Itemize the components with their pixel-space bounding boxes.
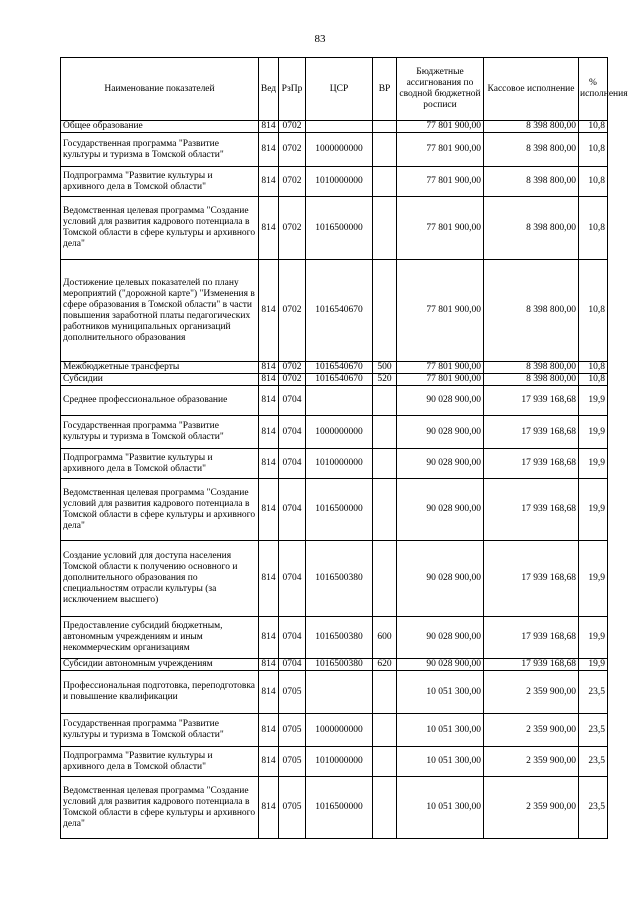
row-ved: 814 bbox=[259, 449, 279, 479]
row-cash: 8 398 800,00 bbox=[484, 260, 579, 362]
header-rzpr: РзПр bbox=[279, 58, 306, 121]
table-row bbox=[61, 374, 608, 386]
row-rzpr: 0702 bbox=[279, 374, 306, 386]
row-percent: 19,9 bbox=[579, 617, 608, 659]
row-cash: 8 398 800,00 bbox=[484, 167, 579, 197]
row-csr: 1010000000 bbox=[306, 167, 373, 197]
row-ved: 814 bbox=[259, 617, 279, 659]
row-assignments: 90 028 900,00 bbox=[397, 659, 484, 671]
row-name: Субсидии автономным учреждениям bbox=[61, 659, 259, 671]
table-row bbox=[61, 479, 608, 541]
row-cash: 2 359 900,00 bbox=[484, 747, 579, 777]
row-cash: 17 939 168,68 bbox=[484, 479, 579, 541]
row-name: Ведомственная целевая программа "Создание условий для развития кадрового потенциала в Томской области в сфере культуры и архивного дела" bbox=[61, 777, 259, 839]
header-cash-execution: Кассовое исполнение bbox=[484, 58, 579, 121]
header-ved: Вед bbox=[259, 58, 279, 121]
row-assignments: 77 801 900,00 bbox=[397, 133, 484, 167]
row-assignments: 77 801 900,00 bbox=[397, 167, 484, 197]
row-rzpr: 0702 bbox=[279, 197, 306, 260]
row-name: Общее образование bbox=[61, 121, 259, 133]
row-csr: 1016500000 bbox=[306, 197, 373, 260]
row-assignments: 90 028 900,00 bbox=[397, 617, 484, 659]
row-csr: 1016500380 bbox=[306, 659, 373, 671]
row-assignments: 77 801 900,00 bbox=[397, 121, 484, 133]
row-ved: 814 bbox=[259, 777, 279, 839]
row-csr: 1000000000 bbox=[306, 714, 373, 747]
row-name: Государственная программа "Развитие культуры и туризма в Томской области" bbox=[61, 416, 259, 449]
row-name: Ведомственная целевая программа "Создание условий для развития кадрового потенциала в Томской области в сфере культуры и архивного дела" bbox=[61, 479, 259, 541]
row-percent: 19,9 bbox=[579, 659, 608, 671]
row-cash: 2 359 900,00 bbox=[484, 777, 579, 839]
row-cash: 17 939 168,68 bbox=[484, 449, 579, 479]
row-percent: 10,8 bbox=[579, 121, 608, 133]
header-assignments: Бюджетные ассигнования по сводной бюджетной росписи bbox=[397, 58, 484, 121]
row-ved: 814 bbox=[259, 374, 279, 386]
row-percent: 10,8 bbox=[579, 197, 608, 260]
row-vr bbox=[373, 479, 397, 541]
row-percent: 23,5 bbox=[579, 671, 608, 714]
row-assignments: 90 028 900,00 bbox=[397, 541, 484, 617]
table-row bbox=[61, 449, 608, 479]
row-assignments: 10 051 300,00 bbox=[397, 714, 484, 747]
table-row bbox=[61, 777, 608, 839]
table-row bbox=[61, 362, 608, 374]
row-vr bbox=[373, 121, 397, 133]
row-vr bbox=[373, 416, 397, 449]
row-csr: 1016500000 bbox=[306, 479, 373, 541]
header-vr: ВР bbox=[373, 58, 397, 121]
row-name: Подпрограмма "Развитие культуры и архивного дела в Томской области" bbox=[61, 747, 259, 777]
row-percent: 10,8 bbox=[579, 260, 608, 362]
row-rzpr: 0702 bbox=[279, 121, 306, 133]
row-assignments: 90 028 900,00 bbox=[397, 386, 484, 416]
row-percent: 23,5 bbox=[579, 747, 608, 777]
row-assignments: 77 801 900,00 bbox=[397, 260, 484, 362]
row-rzpr: 0705 bbox=[279, 777, 306, 839]
row-assignments: 10 051 300,00 bbox=[397, 671, 484, 714]
row-vr bbox=[373, 714, 397, 747]
header-percent: % исполнения bbox=[579, 58, 608, 121]
row-csr: 1016500000 bbox=[306, 777, 373, 839]
row-assignments: 10 051 300,00 bbox=[397, 777, 484, 839]
row-percent: 23,5 bbox=[579, 777, 608, 839]
row-csr: 1016540670 bbox=[306, 374, 373, 386]
row-cash: 8 398 800,00 bbox=[484, 362, 579, 374]
row-csr: 1010000000 bbox=[306, 747, 373, 777]
row-csr: 1016540670 bbox=[306, 260, 373, 362]
table-row bbox=[61, 714, 608, 747]
row-ved: 814 bbox=[259, 167, 279, 197]
row-csr: 1016500380 bbox=[306, 617, 373, 659]
table-row bbox=[61, 617, 608, 659]
row-name: Профессиональная подготовка, переподготовка и повышение квалификации bbox=[61, 671, 259, 714]
row-rzpr: 0704 bbox=[279, 541, 306, 617]
table-row bbox=[61, 260, 608, 362]
table-row bbox=[61, 121, 608, 133]
row-assignments: 10 051 300,00 bbox=[397, 747, 484, 777]
row-ved: 814 bbox=[259, 260, 279, 362]
row-csr bbox=[306, 386, 373, 416]
row-cash: 2 359 900,00 bbox=[484, 714, 579, 747]
row-vr bbox=[373, 449, 397, 479]
row-rzpr: 0704 bbox=[279, 617, 306, 659]
table-row bbox=[61, 167, 608, 197]
row-percent: 19,9 bbox=[579, 449, 608, 479]
row-rzpr: 0702 bbox=[279, 362, 306, 374]
row-name: Достижение целевых показателей по плану мероприятий ("дорожной карте") "Изменения в сфере образования в Томской области" в части повышения заработной платы педагогических работников муниципальных организаций дополнительного образования bbox=[61, 260, 259, 362]
row-cash: 17 939 168,68 bbox=[484, 617, 579, 659]
row-vr bbox=[373, 777, 397, 839]
row-ved: 814 bbox=[259, 362, 279, 374]
table-row bbox=[61, 659, 608, 671]
page-number: 83 bbox=[314, 33, 326, 45]
row-csr: 1016500380 bbox=[306, 541, 373, 617]
row-ved: 814 bbox=[259, 541, 279, 617]
budget-execution-table bbox=[60, 57, 628, 839]
row-percent: 19,9 bbox=[579, 386, 608, 416]
row-cash: 17 939 168,68 bbox=[484, 659, 579, 671]
row-vr: 620 bbox=[373, 659, 397, 671]
row-cash: 17 939 168,68 bbox=[484, 386, 579, 416]
row-percent: 19,9 bbox=[579, 416, 608, 449]
row-vr: 520 bbox=[373, 374, 397, 386]
row-name: Предоставление субсидий бюджетным, автономным учреждениям и иным некоммерческим организациям bbox=[61, 617, 259, 659]
row-csr: 1000000000 bbox=[306, 133, 373, 167]
header-name: Наименование показателей bbox=[61, 58, 259, 121]
row-csr bbox=[306, 671, 373, 714]
row-vr bbox=[373, 260, 397, 362]
row-vr: 600 bbox=[373, 617, 397, 659]
row-rzpr: 0704 bbox=[279, 659, 306, 671]
row-percent: 19,9 bbox=[579, 479, 608, 541]
row-cash: 2 359 900,00 bbox=[484, 671, 579, 714]
row-ved: 814 bbox=[259, 197, 279, 260]
row-assignments: 90 028 900,00 bbox=[397, 449, 484, 479]
row-assignments: 77 801 900,00 bbox=[397, 374, 484, 386]
row-ved: 814 bbox=[259, 416, 279, 449]
row-rzpr: 0705 bbox=[279, 671, 306, 714]
row-rzpr: 0704 bbox=[279, 416, 306, 449]
row-name: Межбюджетные трансферты bbox=[61, 362, 259, 374]
row-vr bbox=[373, 197, 397, 260]
row-vr bbox=[373, 747, 397, 777]
row-rzpr: 0705 bbox=[279, 747, 306, 777]
row-name: Государственная программа "Развитие культуры и туризма в Томской области" bbox=[61, 714, 259, 747]
row-percent: 10,8 bbox=[579, 374, 608, 386]
row-name: Создание условий для доступа населения Томской области к получению основного и дополнительного образования по специальностям отрасли культуры (за исключением высшего) bbox=[61, 541, 259, 617]
row-rzpr: 0704 bbox=[279, 479, 306, 541]
row-rzpr: 0702 bbox=[279, 167, 306, 197]
row-assignments: 90 028 900,00 bbox=[397, 416, 484, 449]
row-assignments: 77 801 900,00 bbox=[397, 197, 484, 260]
row-ved: 814 bbox=[259, 714, 279, 747]
table-row bbox=[61, 197, 608, 260]
row-rzpr: 0704 bbox=[279, 386, 306, 416]
row-assignments: 77 801 900,00 bbox=[397, 362, 484, 374]
row-vr bbox=[373, 386, 397, 416]
table-row bbox=[61, 133, 608, 167]
table-row bbox=[61, 671, 608, 714]
row-name: Субсидии bbox=[61, 374, 259, 386]
row-name: Ведомственная целевая программа "Создание условий для развития кадрового потенциала в Томской области в сфере культуры и архивного дела" bbox=[61, 197, 259, 260]
row-name: Среднее профессиональное образование bbox=[61, 386, 259, 416]
row-vr bbox=[373, 541, 397, 617]
row-cash: 8 398 800,00 bbox=[484, 133, 579, 167]
row-rzpr: 0705 bbox=[279, 714, 306, 747]
row-name: Государственная программа "Развитие культуры и туризма в Томской области" bbox=[61, 133, 259, 167]
row-ved: 814 bbox=[259, 121, 279, 133]
row-percent: 10,8 bbox=[579, 362, 608, 374]
row-percent: 23,5 bbox=[579, 714, 608, 747]
row-cash: 8 398 800,00 bbox=[484, 197, 579, 260]
row-ved: 814 bbox=[259, 133, 279, 167]
row-percent: 10,8 bbox=[579, 133, 608, 167]
row-rzpr: 0702 bbox=[279, 260, 306, 362]
row-ved: 814 bbox=[259, 479, 279, 541]
table-header-row bbox=[61, 58, 608, 121]
row-rzpr: 0704 bbox=[279, 449, 306, 479]
table-row bbox=[61, 541, 608, 617]
row-cash: 17 939 168,68 bbox=[484, 416, 579, 449]
row-csr: 1016540670 bbox=[306, 362, 373, 374]
row-ved: 814 bbox=[259, 659, 279, 671]
row-csr: 1000000000 bbox=[306, 416, 373, 449]
row-ved: 814 bbox=[259, 747, 279, 777]
row-ved: 814 bbox=[259, 386, 279, 416]
row-csr bbox=[306, 121, 373, 133]
row-cash: 8 398 800,00 bbox=[484, 374, 579, 386]
table-row bbox=[61, 386, 608, 416]
table-row bbox=[61, 747, 608, 777]
row-name: Подпрограмма "Развитие культуры и архивного дела в Томской области" bbox=[61, 449, 259, 479]
table-row bbox=[61, 416, 608, 449]
row-vr: 500 bbox=[373, 362, 397, 374]
row-name: Подпрограмма "Развитие культуры и архивного дела в Томской области" bbox=[61, 167, 259, 197]
row-percent: 19,9 bbox=[579, 541, 608, 617]
row-rzpr: 0702 bbox=[279, 133, 306, 167]
row-ved: 814 bbox=[259, 671, 279, 714]
row-vr bbox=[373, 133, 397, 167]
row-percent: 10,8 bbox=[579, 167, 608, 197]
row-vr bbox=[373, 167, 397, 197]
row-csr: 1010000000 bbox=[306, 449, 373, 479]
row-cash: 8 398 800,00 bbox=[484, 121, 579, 133]
row-assignments: 90 028 900,00 bbox=[397, 479, 484, 541]
row-cash: 17 939 168,68 bbox=[484, 541, 579, 617]
row-vr bbox=[373, 671, 397, 714]
header-csr: ЦСР bbox=[306, 58, 373, 121]
